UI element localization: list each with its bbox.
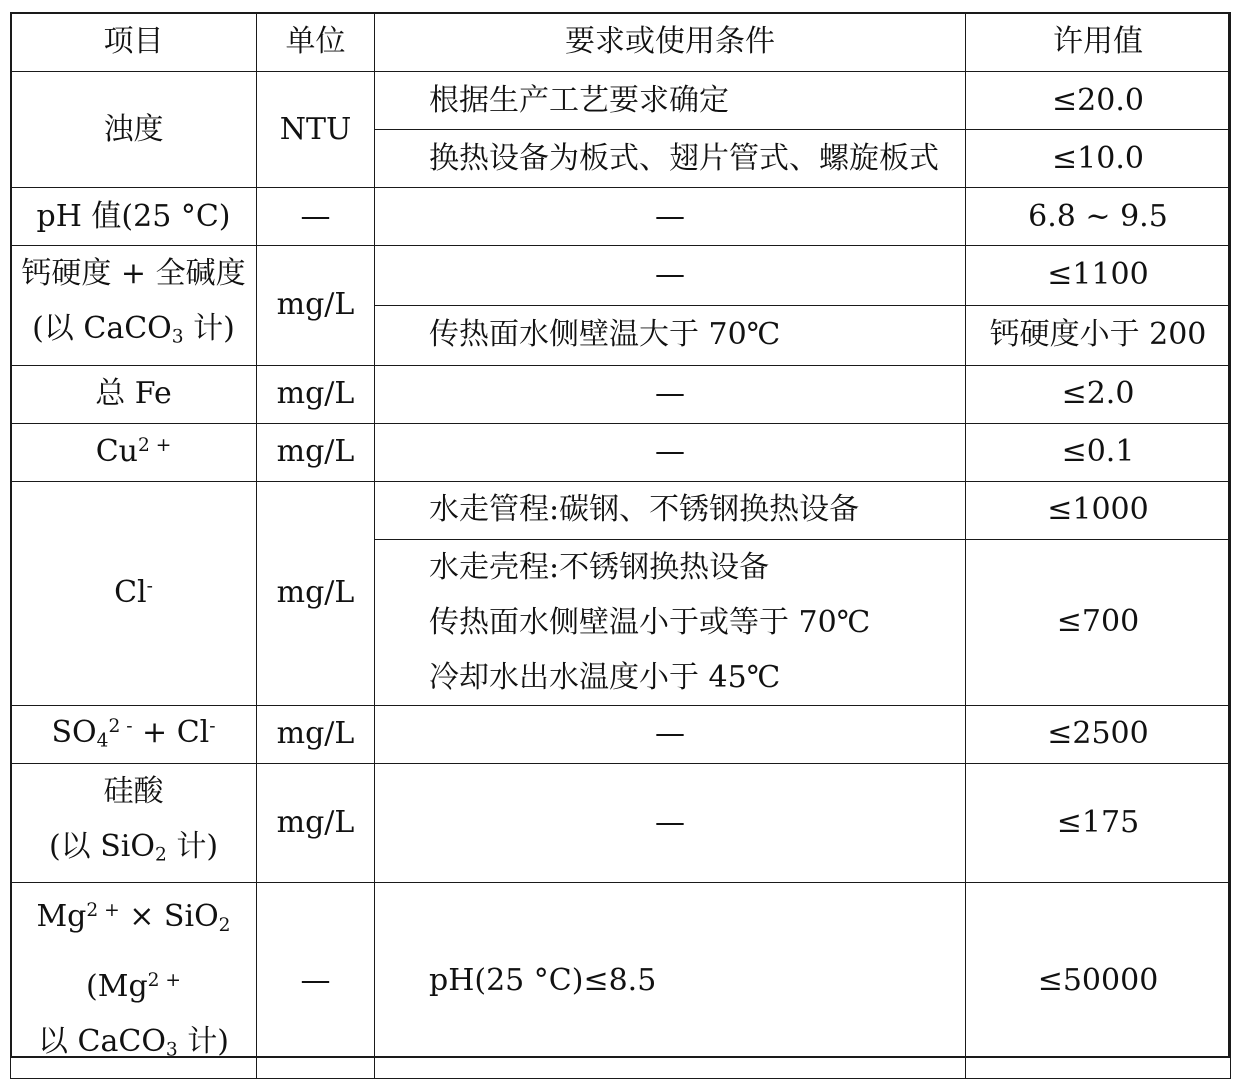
so4cl-condition: — xyxy=(375,705,966,763)
hardness-unit: mg/L xyxy=(257,246,375,366)
silica-unit: mg/L xyxy=(257,763,375,883)
header-unit: 单位 xyxy=(257,13,375,72)
ph-item: pH 值(25 °C) xyxy=(11,188,257,246)
fe-unit: mg/L xyxy=(257,365,375,423)
turbidity-unit: NTU xyxy=(257,72,375,188)
cl-condition-2 xyxy=(375,539,966,705)
header-row xyxy=(11,13,1231,72)
so4cl-item-b: + Cl xyxy=(132,715,210,751)
cl-condition-2-line3: 冷却水出水温度小于 45℃ xyxy=(429,659,781,695)
cl-unit: mg/L xyxy=(257,481,375,705)
silica-item xyxy=(11,763,257,883)
silica-item-line1: 硅酸 xyxy=(103,773,164,809)
cu-condition: — xyxy=(375,423,966,481)
mgsio2-condition: pH(25 °C)≤8.5 xyxy=(375,883,966,1079)
so4cl-item xyxy=(11,705,257,763)
cl-condition-2-line1: 水走壳程:不锈钢换热设备 xyxy=(429,549,770,585)
table-row xyxy=(11,763,1231,883)
table-row xyxy=(11,705,1231,763)
fe-condition: — xyxy=(375,365,966,423)
so4cl-item-a-sup: 2 - xyxy=(108,715,133,737)
silica-value: ≤175 xyxy=(966,763,1231,883)
mgsio2-line2-pre: (Mg xyxy=(86,969,148,1005)
silica-condition: — xyxy=(375,763,966,883)
ph-condition: — xyxy=(375,188,966,246)
table-row xyxy=(11,72,1231,130)
turbidity-condition-2: 换热设备为板式、翅片管式、螺旋板式 xyxy=(375,130,966,188)
header-item: 项目 xyxy=(11,13,257,72)
silica-item-line2 xyxy=(11,819,256,883)
cl-condition-2-line2: 传热面水侧壁温小于或等于 70℃ xyxy=(429,604,871,640)
mgsio2-line2-sup: 2 + xyxy=(147,970,181,992)
mgsio2-item-line3 xyxy=(11,1014,256,1078)
hardness-item-line1: 钙硬度 + 全碱度 xyxy=(21,256,246,291)
table-row xyxy=(11,188,1231,246)
mgsio2-line1-a: Mg xyxy=(36,899,87,935)
mgsio2-line1-b: × SiO xyxy=(119,899,219,935)
silica-item-line2-pre: (以 SiO xyxy=(48,828,155,864)
turbidity-value-2: ≤10.0 xyxy=(966,130,1231,188)
mgsio2-item-line1 xyxy=(11,883,256,953)
mgsio2-line1-a-sup: 2 + xyxy=(86,900,120,922)
silica-item-line2-post: 计) xyxy=(166,828,219,864)
hardness-item-line2 xyxy=(11,301,256,365)
so4cl-value: ≤2500 xyxy=(966,705,1231,763)
mgsio2-unit: — xyxy=(257,883,375,1079)
hardness-item-line2-post: 计) xyxy=(183,311,235,346)
hardness-value-1: ≤1100 xyxy=(966,246,1231,306)
mgsio2-item-line2 xyxy=(11,953,256,1014)
cu-item xyxy=(11,423,257,481)
so4cl-item-b-sup: - xyxy=(209,715,216,737)
so4cl-item-a-sub: 4 xyxy=(96,730,109,752)
water-quality-table xyxy=(10,12,1231,1079)
cl-value-2: ≤700 xyxy=(966,539,1231,705)
table-row xyxy=(11,423,1231,481)
cu-item-sup: 2 + xyxy=(137,434,172,456)
header-value: 许用值 xyxy=(966,13,1231,72)
so4cl-item-a: SO xyxy=(51,715,97,751)
table-row xyxy=(11,481,1231,539)
hardness-item xyxy=(11,246,257,366)
mgsio2-line3-post: 计) xyxy=(177,1024,230,1060)
silica-item-line2-sub: 2 xyxy=(154,844,167,866)
hardness-condition-2: 传热面水侧壁温大于 70℃ xyxy=(375,305,966,365)
cl-item-sup: - xyxy=(146,575,153,597)
mgsio2-line3-pre: 以 CaCO xyxy=(37,1024,166,1060)
hardness-value-2: 钙硬度小于 200 xyxy=(966,305,1231,365)
turbidity-condition-1: 根据生产工艺要求确定 xyxy=(375,72,966,130)
fe-value: ≤2.0 xyxy=(966,365,1231,423)
turbidity-item: 浊度 xyxy=(11,72,257,188)
cl-value-1: ≤1000 xyxy=(966,481,1231,539)
turbidity-value-1: ≤20.0 xyxy=(966,72,1231,130)
cu-value: ≤0.1 xyxy=(966,423,1231,481)
cu-item-base: Cu xyxy=(95,434,138,470)
mgsio2-item xyxy=(11,883,257,1079)
hardness-condition-1: — xyxy=(375,246,966,306)
mgsio2-line1-b-sub: 2 xyxy=(218,915,231,937)
cl-item-base: Cl xyxy=(114,575,147,611)
cu-unit: mg/L xyxy=(257,423,375,481)
table-row xyxy=(11,246,1231,306)
mgsio2-line3-sub: 3 xyxy=(165,1040,178,1061)
header-condition: 要求或使用条件 xyxy=(375,13,966,72)
table-row xyxy=(11,365,1231,423)
mgsio2-value: ≤50000 xyxy=(966,883,1231,1079)
hardness-item-line2-pre: (以 CaCO xyxy=(32,311,172,346)
cl-item xyxy=(11,481,257,705)
so4cl-unit: mg/L xyxy=(257,705,375,763)
fe-item: 总 Fe xyxy=(11,365,257,423)
cl-condition-1: 水走管程:碳钢、不锈钢换热设备 xyxy=(375,481,966,539)
ph-unit: — xyxy=(257,188,375,246)
ph-value: 6.8 ~ 9.5 xyxy=(966,188,1231,246)
hardness-item-line2-sub: 3 xyxy=(171,326,184,348)
table-row xyxy=(11,883,1231,1079)
